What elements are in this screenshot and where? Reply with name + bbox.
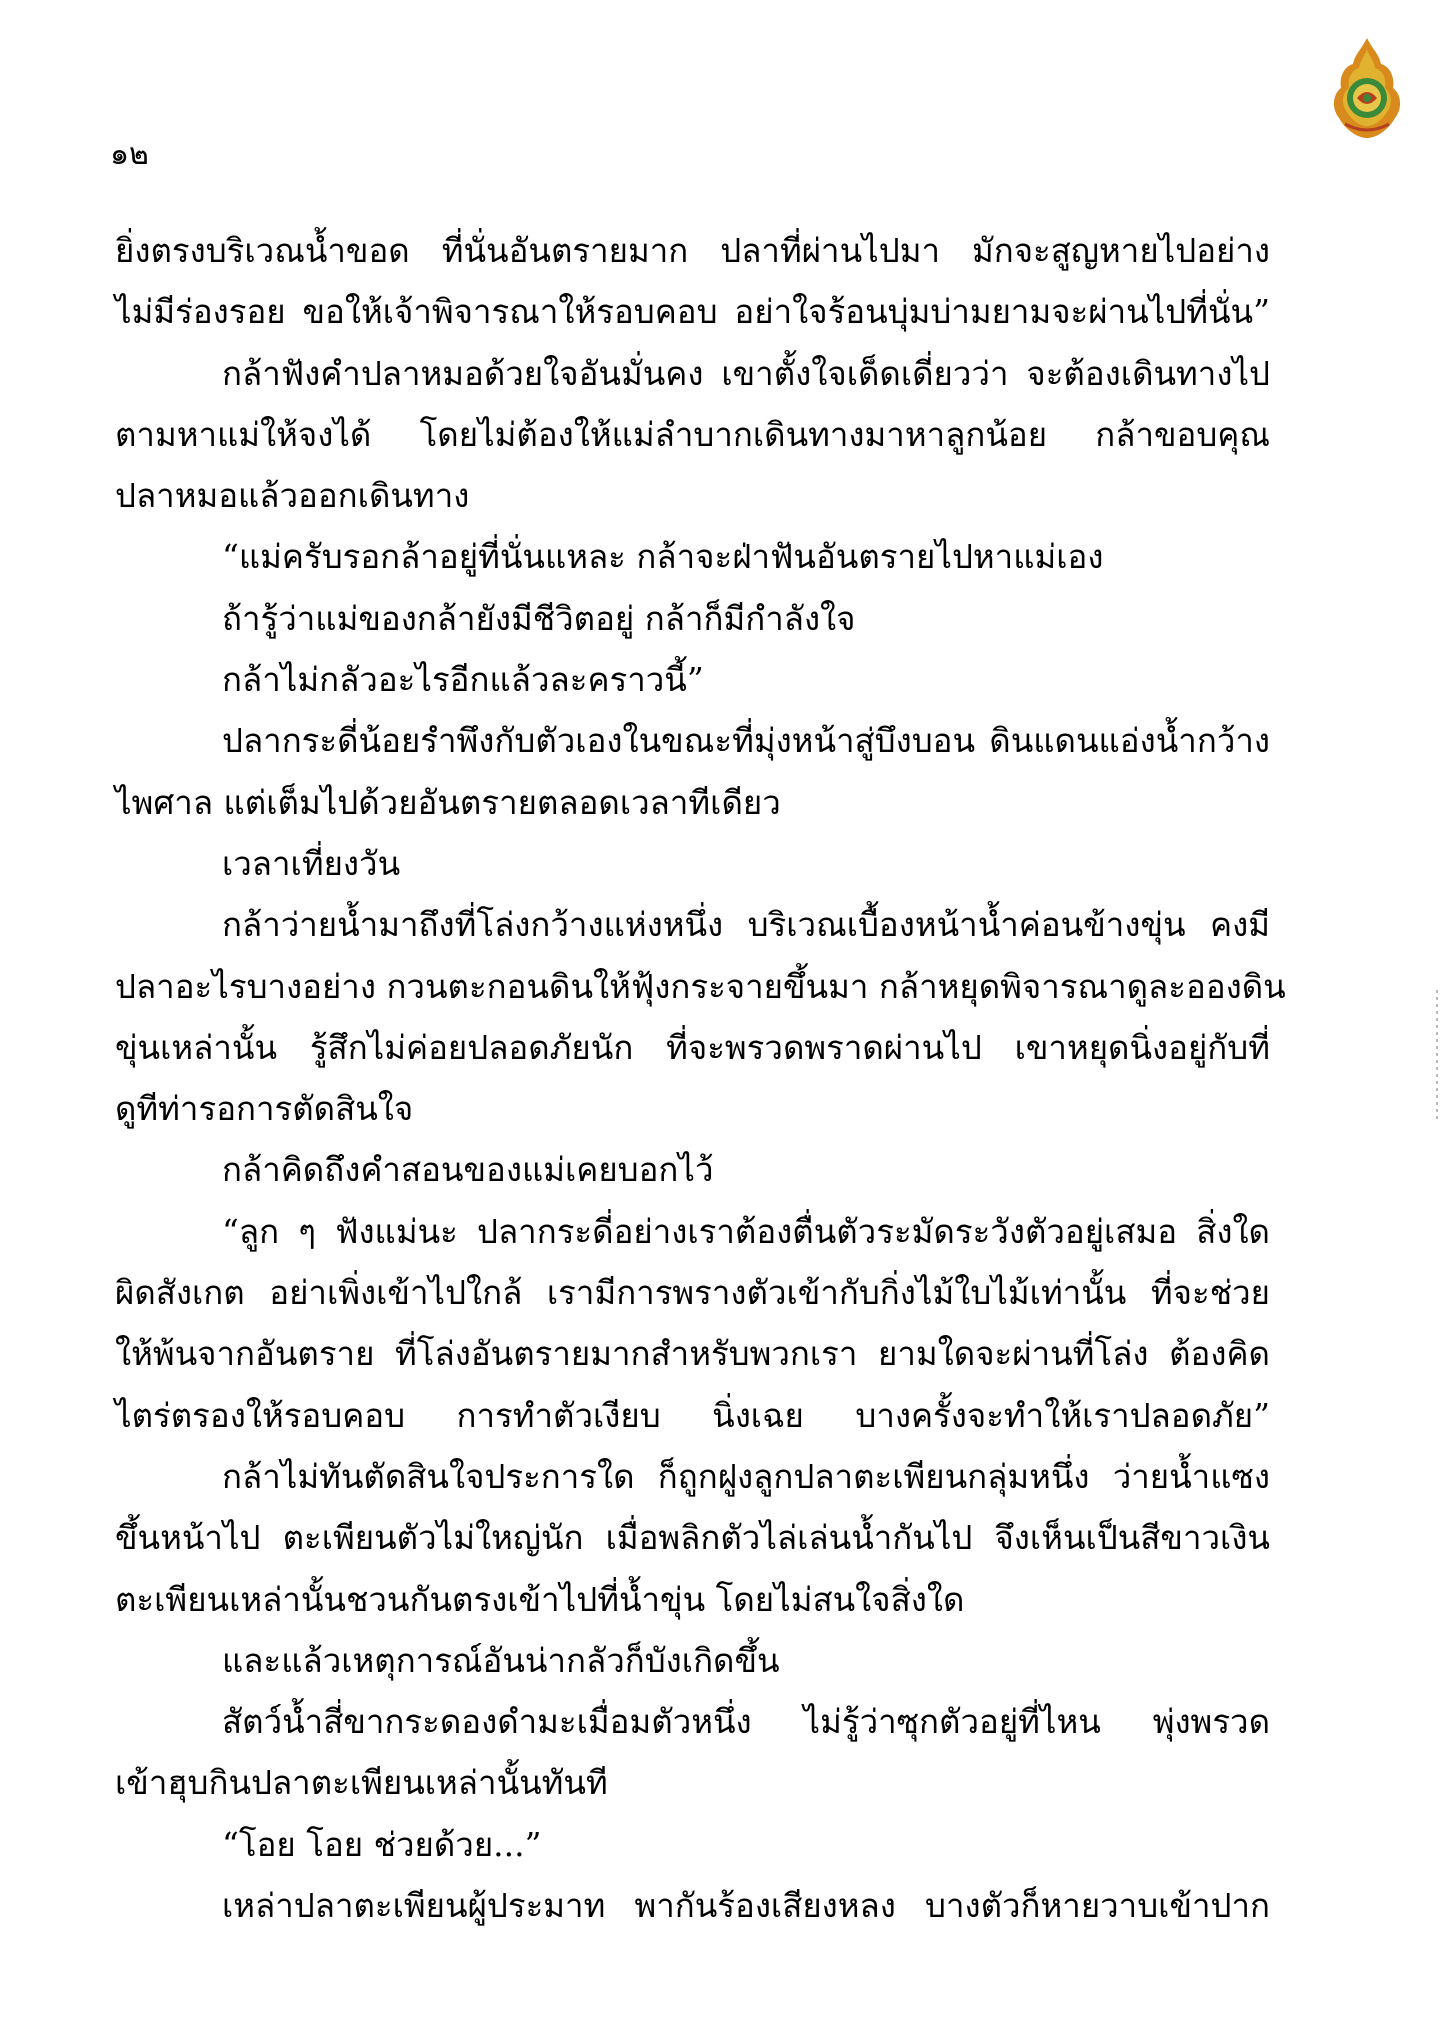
text-line: “ลูก ๆ ฟังแม่นะ ปลากระดี่อย่างเราต้องตื่นตัวระมัดระวังตัวอยู่เสมอ สิ่งใด [222,1211,1270,1251]
text-line: และแล้วเหตุการณ์อันน่ากลัวก็บังเกิดขึ้น [222,1640,780,1680]
ministry-emblem-icon [1325,36,1409,140]
text-line: ตามหาแม่ให้จงได้ โดยไม่ต้องให้แม่ลำบากเดินทางมาหาลูกน้อย กล้าขอบคุณ [115,414,1270,454]
text-line: ไพศาล แต่เต็มไปด้วยอันตรายตลอดเวลาทีเดียว [115,782,781,822]
text-line: ยิ่งตรงบริเวณน้ำขอด ที่นั่นอันตรายมาก ปลาที่ผ่านไปมา มักจะสูญหายไปอย่าง [115,231,1270,270]
text-line: ผิดสังเกต อย่าเพิ่งเข้าไปใกล้ เรามีการพรางตัวเข้ากับกิ่งไม้ใบไม้เท่านั้น ที่จะช่วย [115,1273,1270,1313]
story-text [115,220,1286,1936]
text-line: กล้าว่ายน้ำมาถึงที่โล่งกว้างแห่งหนึ่ง บริเวณเบื้องหน้าน้ำค่อนข้างขุ่น คงมี [222,905,1270,945]
text-line: กล้าคิดถึงคำสอนของแม่เคยบอกไว้ [222,1150,714,1190]
text-line: สัตว์น้ำสี่ขากระดองดำมะเมื่อมตัวหนึ่ง ไม่รู้ว่าซุกตัวอยู่ที่ไหน พุ่งพรวด [222,1702,1270,1742]
text-line: ปลากระดี่น้อยรำพึงกับตัวเองในขณะที่มุ่งหน้าสู่บึงบอน ดินแดนแอ่งน้ำกว้าง [222,721,1270,761]
text-line: เวลาเที่ยงวัน [222,843,401,883]
text-line: ไม่มีร่องรอย ขอให้เจ้าพิจารณาให้รอบคอบ อย่าใจร้อนบุ่มบ่ามยามจะผ่านไปที่นั่น” [115,292,1270,332]
text-line: ถ้ารู้ว่าแม่ของกล้ายังมีชีวิตอยู่ กล้าก็มีกำลังใจ [222,598,856,638]
text-line: ตะเพียนเหล่านั้นชวนกันตรงเข้าไปที่น้ำขุ่น โดยไม่สนใจสิ่งใด [115,1579,965,1619]
page-number: ๑๒ [110,137,149,172]
text-line: ปลาอะไรบางอย่าง กวนตะกอนดินให้ฟุ้งกระจายขึ้นมา กล้าหยุดพิจารณาดูละอองดิน [115,966,1286,1006]
text-line: ปลาหมอแล้วออกเดินทาง [115,476,470,516]
text-line: ขุ่นเหล่านั้น รู้สึกไม่ค่อยปลอดภัยนัก ที่จะพรวดพราดผ่านไป เขาหยุดนิ่งอยู่กับที่ [115,1027,1270,1067]
text-line: เข้าฮุบกินปลาตะเพียนเหล่านั้นทันที [115,1763,608,1803]
text-line: กล้าไม่ทันตัดสินใจประการใด ก็ถูกฝูงลูกปลาตะเพียนกลุ่มหนึ่ง ว่ายน้ำแซง [222,1456,1270,1496]
text-line: ขึ้นหน้าไป ตะเพียนตัวไม่ใหญ่นัก เมื่อพลิกตัวไล่เล่นน้ำกันไป จึงเห็นเป็นสีขาวเงิน [115,1518,1270,1558]
text-line: “แม่ครับรอกล้าอยู่ที่นั่นแหละ กล้าจะฝ่าฟันอันตรายไปหาแม่เอง [222,537,1104,577]
text-line: กล้าฟังคำปลาหมอด้วยใจอันมั่นคง เขาตั้งใจเด็ดเดี่ยวว่า จะต้องเดินทางไป [222,353,1270,393]
text-line: ให้พ้นจากอันตราย ที่โล่งอันตรายมากสำหรับพวกเรา ยามใดจะผ่านที่โล่ง ต้องคิด [115,1334,1270,1374]
text-line: เหล่าปลาตะเพียนผู้ประมาท พากันร้องเสียงหลง บางตัวก็หายวาบเข้าปาก [222,1886,1270,1926]
text-line: ดูทีท่ารอการตัดสินใจ [115,1089,414,1129]
text-line: กล้าไม่กลัวอะไรอีกแล้วละคราวนี้” [222,660,704,700]
text-line: “โอย โอย ช่วยด้วย...” [222,1824,542,1864]
scan-edge-mark [1436,990,1438,1120]
text-line: ไตร่ตรองให้รอบคอบ การทำตัวเงียบ นิ่งเฉย บางครั้งจะทำให้เราปลอดภัย” [115,1395,1270,1435]
